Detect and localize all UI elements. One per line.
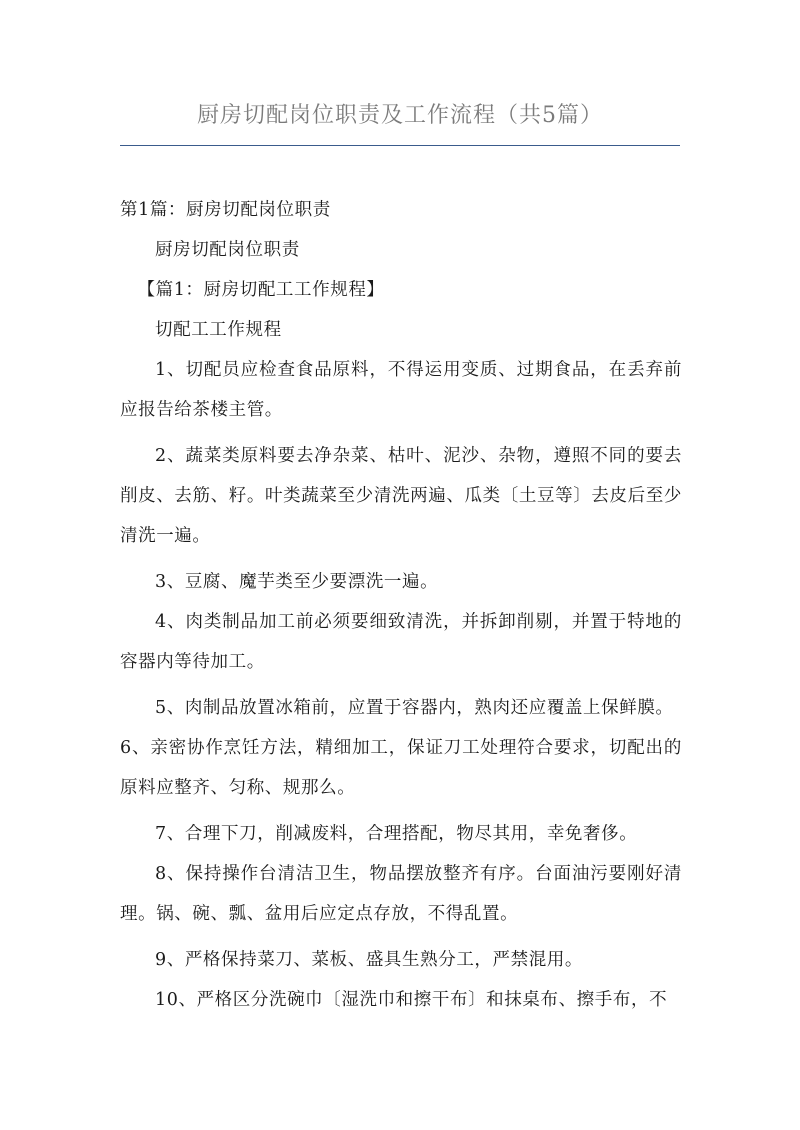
rule-item-7: 7、合理下刀，削减废料，合理搭配，物尽其用，幸免奢侈。 [155, 824, 638, 844]
rule-item-10: 10、严格区分洗碗巾〔湿洗巾和擦干布〕和抹桌布、擦手布，不 [155, 990, 668, 1010]
section-heading: 第1篇：厨房切配岗位职责 [120, 200, 331, 220]
rule-item-5: 5、肉制品放置冰箱前，应置于容器内，熟肉还应覆盖上保鲜膜。 [155, 698, 674, 718]
rule-item-1: 1、切配员应检查食品原料，不得运用变质、过期食品，在丢弃前应报告给茶楼主管。 [120, 360, 682, 420]
rule-item-2: 2、蔬菜类原料要去净杂菜、枯叶、泥沙、杂物，遵照不同的要去削皮、去筋、籽。叶类蔬菜至少清洗两遍、瓜类〔土豆等〕去皮后至少清洗一遍。 [120, 446, 682, 546]
document-body [120, 190, 682, 1020]
rule-item-6: 6、亲密协作烹饪方法，精细加工，保证刀工处理符合要求，切配出的原料应整齐、匀称、规那么。 [120, 738, 682, 798]
rules-heading: 切配工工作规程 [155, 320, 282, 340]
document-title: 厨房切配岗位职责及工作流程（共5篇） [197, 103, 603, 128]
rule-item-9: 9、严格保持菜刀、菜板、盛具生熟分工，严禁混用。 [155, 950, 584, 970]
bracket-heading: 【篇1：厨房切配工工作规程】 [137, 280, 385, 300]
title-divider [120, 145, 680, 146]
rule-item-4: 4、肉类制品加工前必须要细致清洗，并拆卸削剔，并置于特地的容器内等待加工。 [120, 612, 682, 672]
rule-item-8: 8、保持操作台清洁卫生，物品摆放整齐有序。台面油污要刚好清理。锅、碗、瓢、盆用后应定点存放，不得乱置。 [120, 864, 682, 924]
subheading: 厨房切配岗位职责 [155, 240, 300, 260]
rule-item-3: 3、豆腐、魔芋类至少要漂洗一遍。 [155, 572, 439, 592]
